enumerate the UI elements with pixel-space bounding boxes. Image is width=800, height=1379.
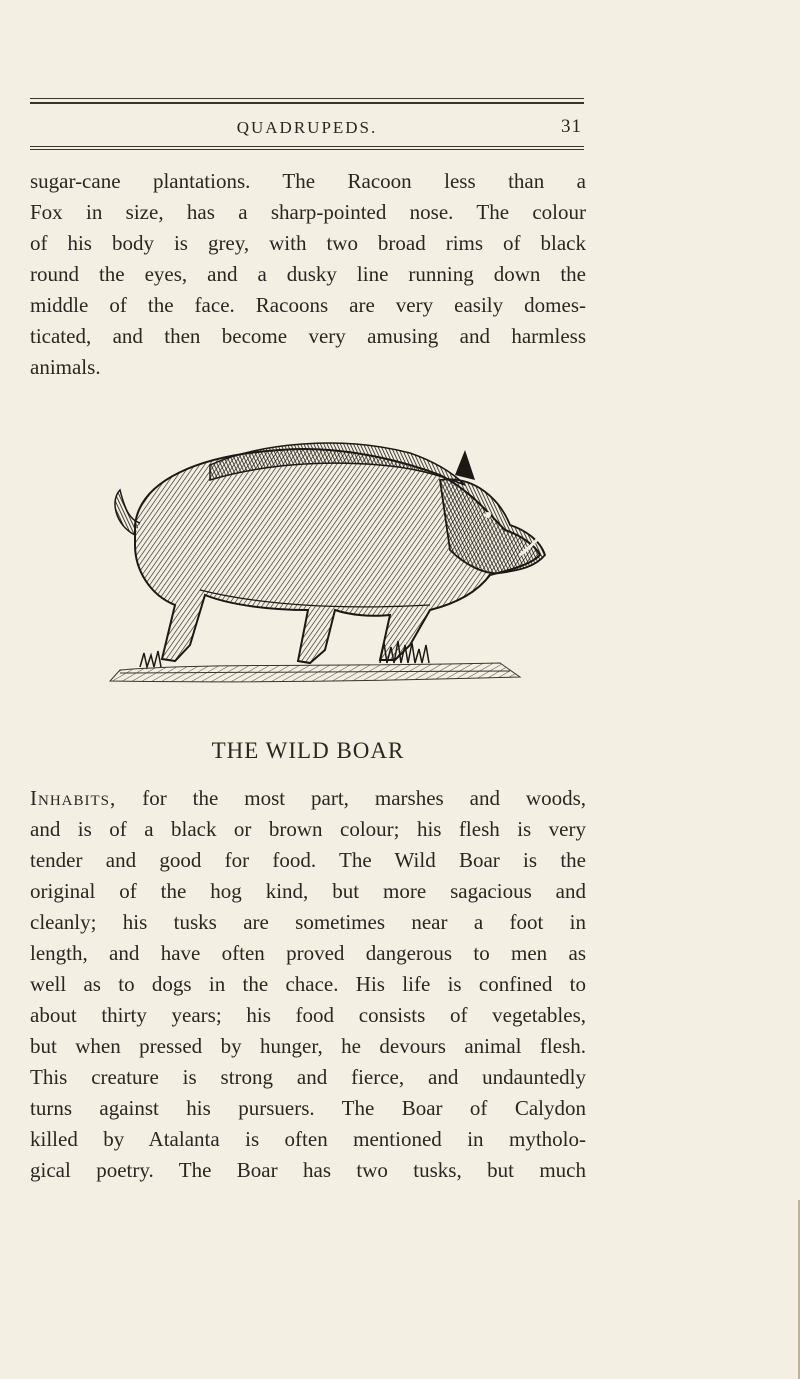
- text-line: [30, 783, 586, 814]
- text-line: This creature is strong and fierce, and undauntedly: [30, 1065, 586, 1089]
- text-line: about thirty years; his food consists of vegetables,: [30, 1003, 586, 1027]
- text-line: Fox in size, has a sharp-pointed nose. The colour: [30, 200, 586, 224]
- text-line: well as to dogs in the chace. His life is confined to: [30, 972, 586, 996]
- text-line: sugar-cane plantations. The Racoon less than a: [30, 169, 586, 193]
- text-line: ticated, and then become very amusing and harmless: [30, 324, 586, 348]
- text-line: gical poetry. The Boar has two tusks, but much: [30, 1158, 586, 1182]
- first-line-rest: for the most part, marshes and woods,: [116, 786, 586, 810]
- running-title: QUADRUPEDS.: [236, 118, 378, 137]
- header-rule-top-thin: [30, 98, 584, 99]
- text-line: animals.: [30, 355, 101, 379]
- text-line: of his body is grey, with two broad rims of black: [30, 231, 586, 255]
- text-line: cleanly; his tusks are sometimes near a foot in: [30, 910, 586, 934]
- wild-boar-engraving-icon: [80, 405, 560, 695]
- figure-caption: THE WILD BOAR: [211, 738, 405, 763]
- header-rule-bottom-2: [30, 149, 584, 150]
- text-line: killed by Atalanta is often mentioned in mytholo-: [30, 1127, 586, 1151]
- header-rule-top-thick: [30, 102, 584, 104]
- running-head: [30, 116, 584, 142]
- page-number: 31: [561, 116, 582, 137]
- text-line: tender and good for food. The Wild Boar is the: [30, 848, 586, 872]
- lead-word: Inhabits,: [30, 786, 117, 810]
- text-line: length, and have often proved dangerous to men as: [30, 941, 586, 965]
- text-line: round the eyes, and a dusky line running down the: [30, 262, 586, 286]
- text-line: turns against his pursuers. The Boar of Calydon: [30, 1096, 586, 1120]
- text-line: middle of the face. Racoons are very easily domes-: [30, 293, 586, 317]
- text-line: and is of a black or brown colour; his flesh is very: [30, 817, 586, 841]
- text-line: but when pressed by hunger, he devours animal flesh.: [30, 1034, 586, 1058]
- paragraph-wild-boar: [30, 783, 586, 1186]
- text-line: original of the hog kind, but more sagacious and: [30, 879, 586, 903]
- paragraph-racoon: [30, 166, 586, 383]
- header-rule-bottom-1: [30, 146, 584, 147]
